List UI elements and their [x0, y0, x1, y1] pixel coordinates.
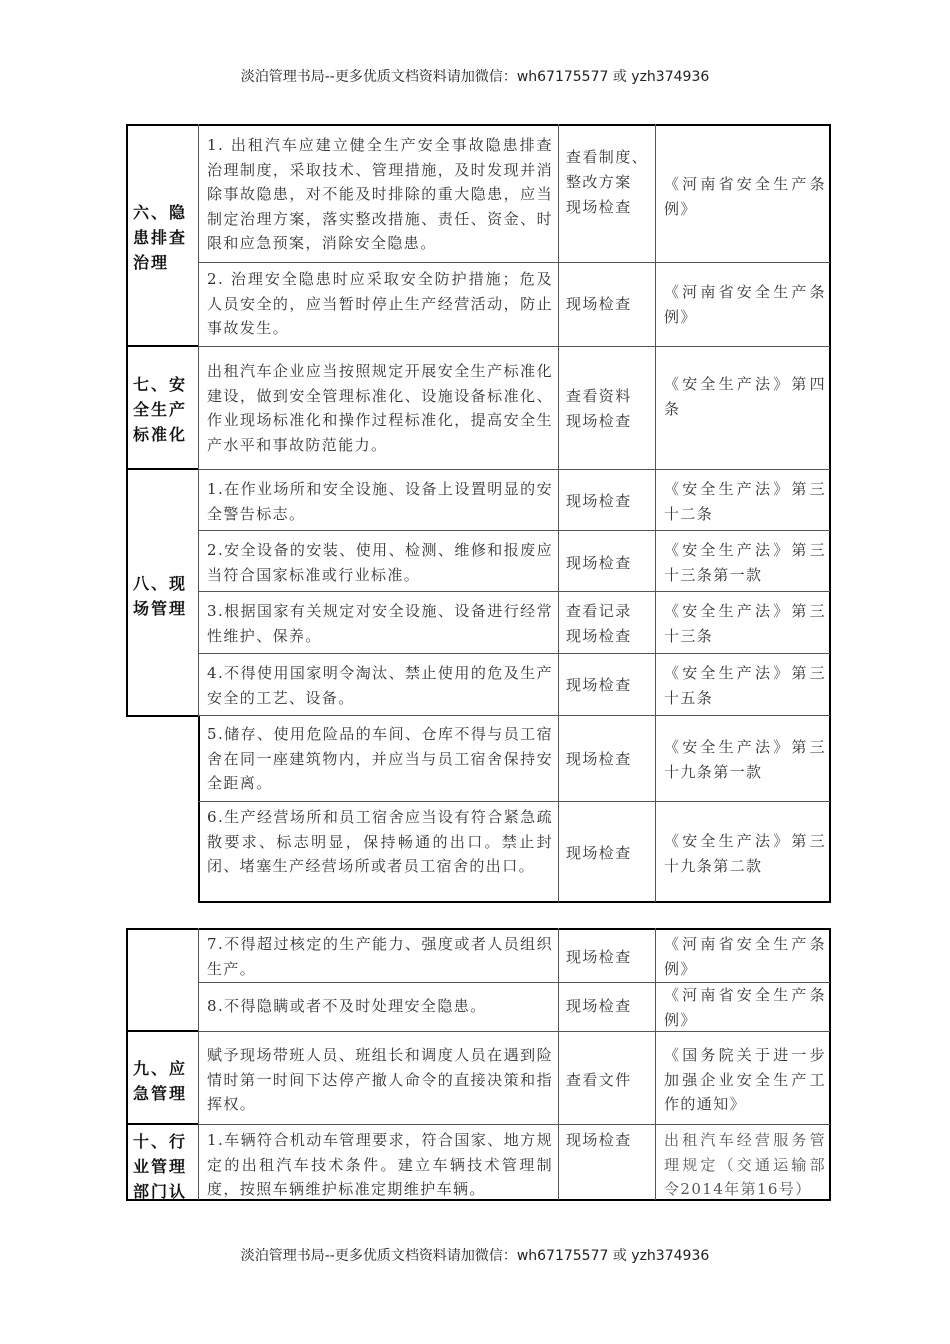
requirement-cell: 2.安全设备的安装、使用、检测、维修和报废应当符合国家标准或行业标准。 [207, 541, 553, 584]
requirement-cell: 4.不得使用国家明令淘汰、禁止使用的危及生产安全的工艺、设备。 [207, 664, 553, 707]
basis-cell: 《国务院关于进一步加强企业安全生产工作的通知》 [664, 1046, 826, 1113]
basis-cell: 《安全生产法》第三十九条第二款 [664, 832, 826, 875]
method-cell: 查看制度、整改方案 现场检查 [566, 148, 649, 216]
requirement-cell: 1.在作业场所和安全设施、设备上设置明显的安全警告标志。 [207, 480, 553, 523]
requirement-cell: 赋予现场带班人员、班组长和调度人员在遇到险情时第一时间下达停产撤人命令的直接决策和指挥权。 [207, 1046, 553, 1113]
basis-cell: 《河南省安全生产条例》 [664, 986, 826, 1029]
basis-cell: 《河南省安全生产条例》 [664, 283, 826, 326]
section-title-industry-authority: 十、行业管理部门认 [133, 1132, 188, 1201]
requirement-cell: 6.生产经营场所和员工宿舍应当设有符合紧急疏散要求、标志明显，保持畅通的出口。禁止封闭、堵塞生产经营场所或者员工宿舍的出口。 [207, 808, 553, 875]
method-cell: 现场检查 [566, 948, 632, 966]
requirement-cell: 1. 出租汽车应建立健全生产安全事故隐患排查治理制度，采取技术、管理措施，及时发现并消除事故隐患，对不能及时排除的重大隐患，应当制定治理方案，落实整改措施、责任、资金、时限和应急预案，消除安全隐患。 [207, 136, 553, 252]
method-cell: 现场检查 [566, 997, 632, 1015]
page-footer: 淡泊管理书局--更多优质文档资料请加微信：wh67175577 或 yzh374936 [240, 1248, 710, 1264]
basis-cell: 《安全生产法》第三十九条第一款 [664, 738, 826, 781]
method-cell: 查看文件 [566, 1071, 632, 1089]
method-cell: 现场检查 [566, 554, 632, 572]
requirement-cell: 5.储存、使用危险品的车间、仓库不得与员工宿舍在同一座建筑物内，并应当与员工宿舍保持安全距离。 [207, 725, 553, 792]
method-cell: 现场检查 [566, 676, 632, 694]
basis-cell: 《河南省安全生产条例》 [664, 935, 826, 978]
basis-cell: 《安全生产法》第三十五条 [664, 664, 826, 707]
method-cell: 现场检查 [566, 844, 632, 862]
basis-cell: 《安全生产法》第四条 [664, 375, 826, 418]
method-cell: 查看资料 现场检查 [566, 387, 632, 430]
basis-cell: 《安全生产法》第三十二条 [664, 480, 826, 523]
method-cell: 现场检查 [566, 295, 632, 313]
requirement-cell: 7.不得超过核定的生产能力、强度或者人员组织生产。 [207, 935, 553, 978]
section-title-safety-standardization: 七、安全生产标准化 [133, 375, 188, 444]
page-header: 淡泊管理书局--更多优质文档资料请加微信：wh67175577 或 yzh374936 [240, 69, 710, 85]
method-cell: 查看记录 现场检查 [566, 602, 632, 645]
requirement-cell: 8.不得隐瞒或者不及时处理安全隐患。 [207, 997, 487, 1015]
basis-cell: 出租汽车经营服务管理规定（交通运输部令2014年第16号） [664, 1131, 826, 1198]
requirement-cell: 出租汽车企业应当按照规定开展安全生产标准化建设，做到安全管理标准化、设施设备标准化、作业现场标准化和操作过程标准化，提高安全生产水平和事故防范能力。 [207, 362, 553, 454]
method-cell: 现场检查 [566, 750, 632, 768]
basis-cell: 《河南省安全生产条例》 [664, 175, 826, 218]
section-title-site-management: 八、现场管理 [133, 574, 188, 618]
method-cell: 现场检查 [566, 1131, 632, 1149]
requirement-cell: 3.根据国家有关规定对安全设施、设备进行经常性维护、保养。 [207, 602, 553, 645]
basis-cell: 《安全生产法》第三十三条 [664, 602, 826, 645]
requirement-cell: 2. 治理安全隐患时应采取安全防护措施；危及人员安全的，应当暂时停止生产经营活动，防止事故发生。 [207, 270, 553, 337]
method-cell: 现场检查 [566, 492, 632, 510]
section-title-emergency-management: 九、应急管理 [133, 1059, 188, 1103]
section-title-hazard-management: 六、隐患排查治理 [133, 203, 188, 272]
basis-cell: 《安全生产法》第三十三条第一款 [664, 541, 826, 584]
requirement-cell: 1.车辆符合机动车管理要求，符合国家、地方规定的出租汽车技术条件。建立车辆技术管理制度，按照车辆维护标准定期维护车辆。 [207, 1131, 553, 1198]
